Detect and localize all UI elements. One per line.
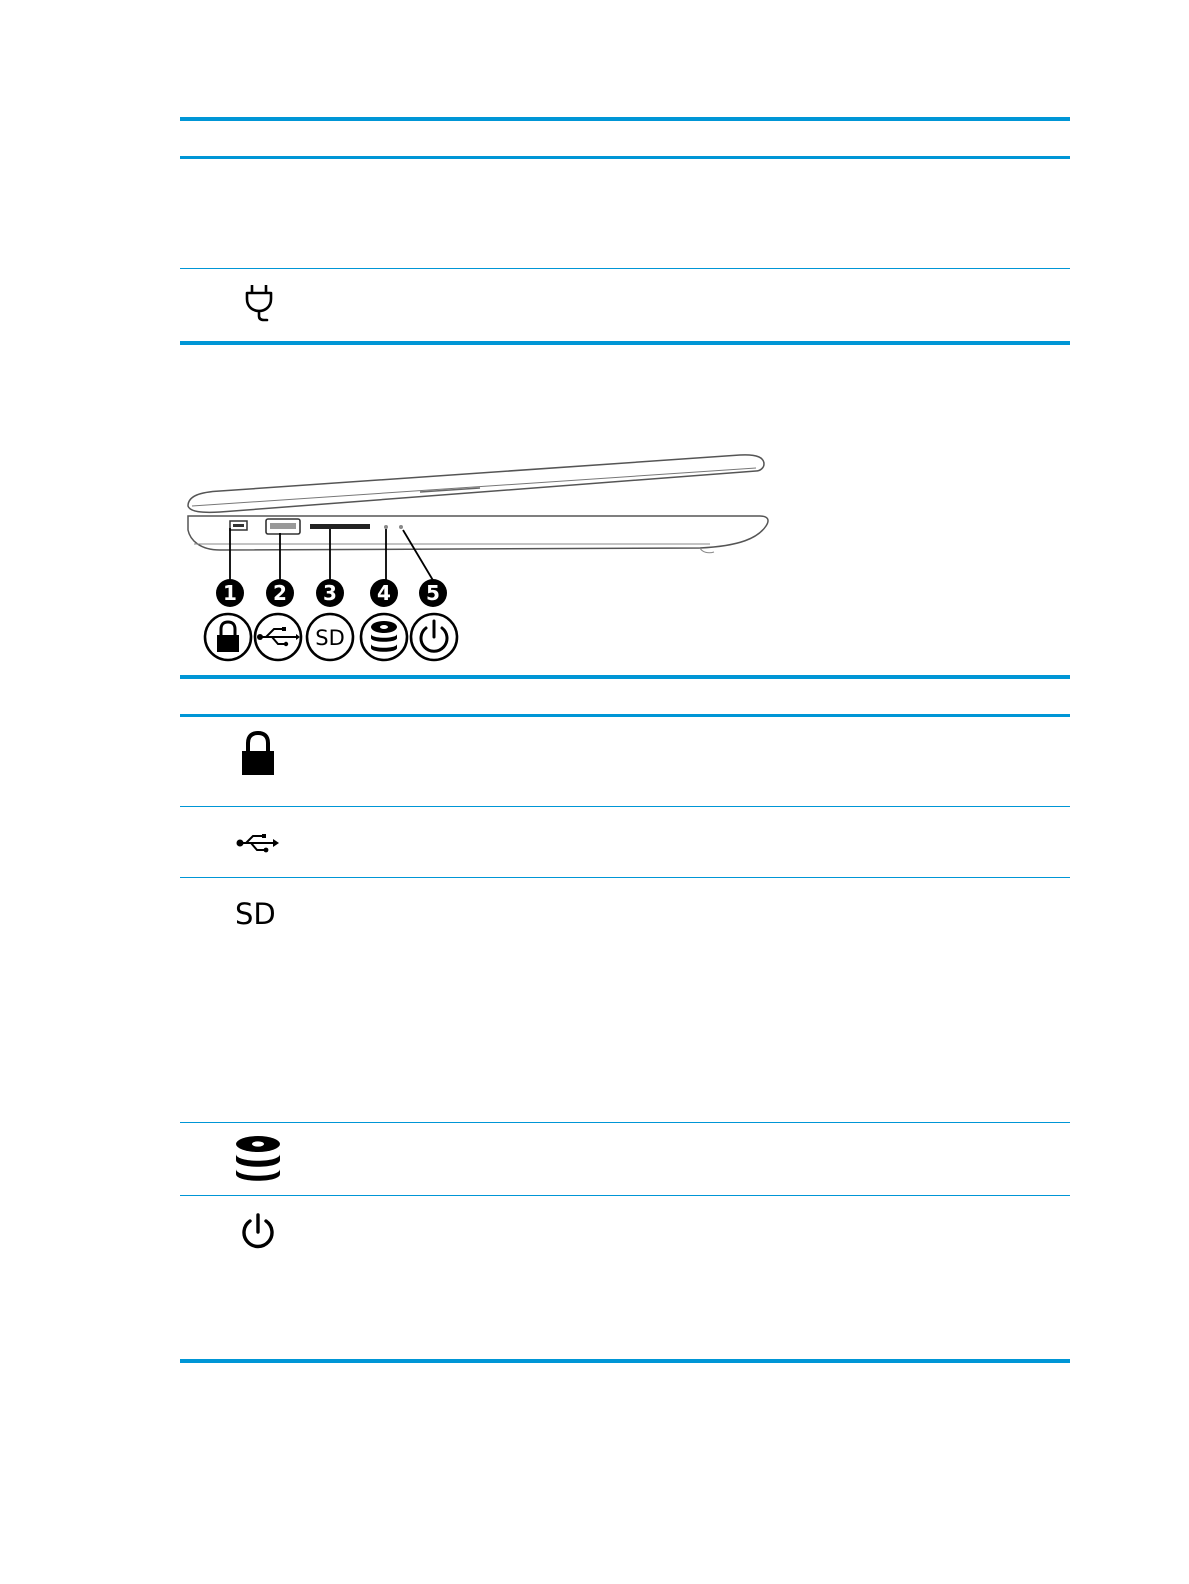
table-bottom-end-rule [180, 1359, 1070, 1363]
svg-text:SD: SD [315, 626, 345, 650]
svg-text:4: 4 [377, 581, 391, 605]
row-divider [180, 1195, 1070, 1196]
drive-light-icon [234, 1135, 282, 1183]
sd-icon [304, 612, 356, 662]
power-icon [408, 612, 460, 662]
row-divider [180, 1122, 1070, 1123]
callout-4 [366, 578, 402, 608]
lock-icon [202, 612, 254, 662]
power-icon [240, 1213, 276, 1251]
row-divider [180, 268, 1070, 269]
row-divider [180, 877, 1070, 878]
table-bottom-top-rule [180, 675, 1070, 679]
drive-light-icon [358, 612, 410, 662]
lock-icon [239, 731, 277, 777]
callout-3 [312, 578, 348, 608]
callout-1 [212, 578, 248, 608]
callout-5 [415, 578, 451, 608]
svg-text:5: 5 [426, 581, 440, 605]
usb-icon [252, 612, 304, 662]
table-top-bottom-rule [180, 341, 1070, 345]
sd-icon: SD [235, 897, 276, 931]
row-divider [180, 806, 1070, 807]
callout-2 [262, 578, 298, 608]
power-plug-icon [243, 283, 275, 323]
usb-icon [236, 831, 280, 855]
table-bottom-header-rule [180, 714, 1070, 717]
svg-text:3: 3 [323, 581, 337, 605]
table-top-rule [180, 117, 1070, 121]
table-header-rule [180, 156, 1070, 159]
svg-text:1: 1 [223, 581, 237, 605]
svg-text:2: 2 [273, 581, 287, 605]
